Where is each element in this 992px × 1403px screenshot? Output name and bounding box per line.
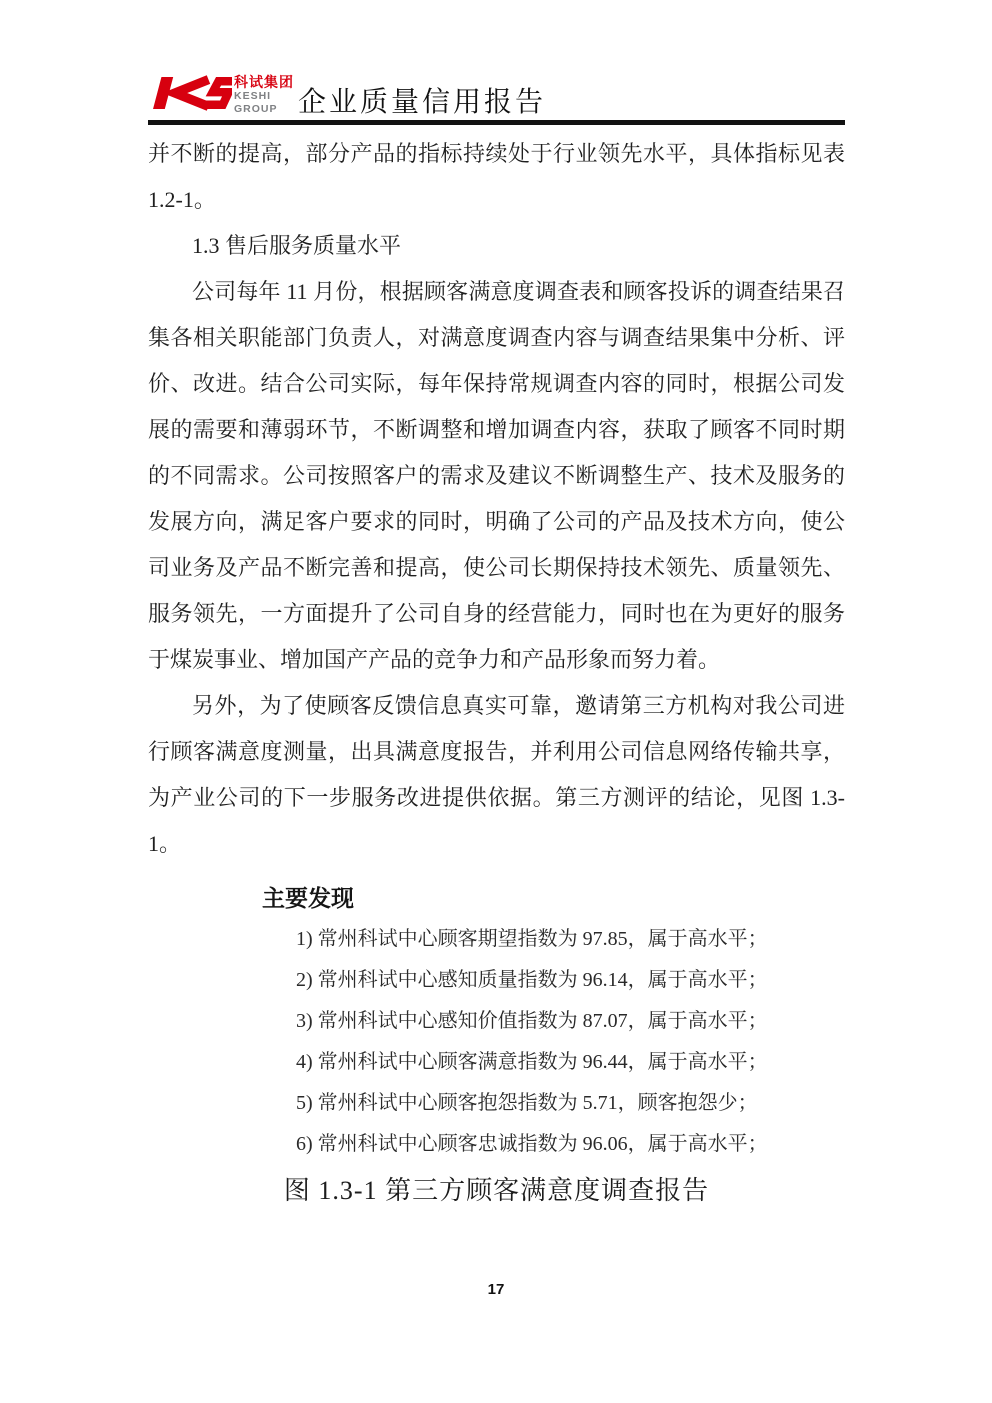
- finding-item-5: 5) 常州科试中心顾客抱怨指数为 5.71，顾客抱怨少；: [296, 1092, 758, 1114]
- section-heading-1-3: 1.3 售后服务质量水平: [192, 233, 402, 258]
- logo-brand-text: [234, 75, 294, 114]
- paragraph-third-party: 另外，为了使顾客反馈信息真实可靠，邀请第三方机构对我公司进行顾客满意度测量，出具满意度报告，并利用公司信息网络传输共享，为产业公司的下一步服务改进提供依据。第三方测评的结论，见图 1.3-1。: [148, 693, 845, 856]
- logo-brand-cn: 科试集团: [234, 74, 294, 90]
- findings-heading: 主要发现: [262, 885, 354, 911]
- findings-block: [148, 883, 845, 1156]
- paragraph-continued: 并不断的提高，部分产品的指标持续处于行业领先水平，具体指标见表 1.2-1。: [148, 141, 845, 212]
- finding-item-3: 3) 常州科试中心感知价值指数为 87.07，属于高水平；: [296, 1010, 768, 1032]
- finding-item-4: 4) 常州科试中心顾客满意指数为 96.44，属于高水平；: [296, 1051, 768, 1073]
- findings-list: [296, 927, 845, 1156]
- logo-brand-en-keshi: KESHI: [234, 90, 272, 102]
- finding-item-6: 6) 常州科试中心顾客忠诚指数为 96.06，属于高水平；: [296, 1133, 768, 1155]
- page-title: 企业质量信用报告: [298, 87, 547, 118]
- finding-item-1: 1) 常州科试中心顾客期望指数为 97.85，属于高水平；: [296, 928, 768, 950]
- paragraph-satisfaction-survey: 公司每年 11 月份，根据顾客满意度调查表和顾客投诉的调查结果召集各相关职能部门负责人，对满意度调查内容与调查结果集中分析、评价、改进。结合公司实际，每年保持常规调查内容的同时，根据公司发展的需要和薄弱环节，不断调整和增加调查内容，获取了顾客不同时期的不同需求。公司按照客户的需求及建议不断调整生产、技术及服务的发展方向，满足客户要求的同时，明确了公司的产品及技术方向，使公司业务及产品不断完善和提高，使公司长期保持技术领先、质量领先、服务领先，一方面提升了公司自身的经营能力，同时也在为更好的服务于煤炭事业、增加国产产品的竞争力和产品形象而努力着。: [148, 279, 845, 672]
- ks-logo-icon: [148, 72, 232, 114]
- logo-brand-en-group: GROUP: [234, 102, 278, 115]
- page-number: 17: [487, 1281, 505, 1298]
- figure-caption: 图 1.3-1 第三方顾客满意度调查报告: [283, 1176, 710, 1205]
- finding-item-2: 2) 常州科试中心感知质量指数为 96.14，属于高水平；: [296, 969, 768, 991]
- document-body: [148, 131, 845, 1208]
- header-divider: [148, 120, 845, 125]
